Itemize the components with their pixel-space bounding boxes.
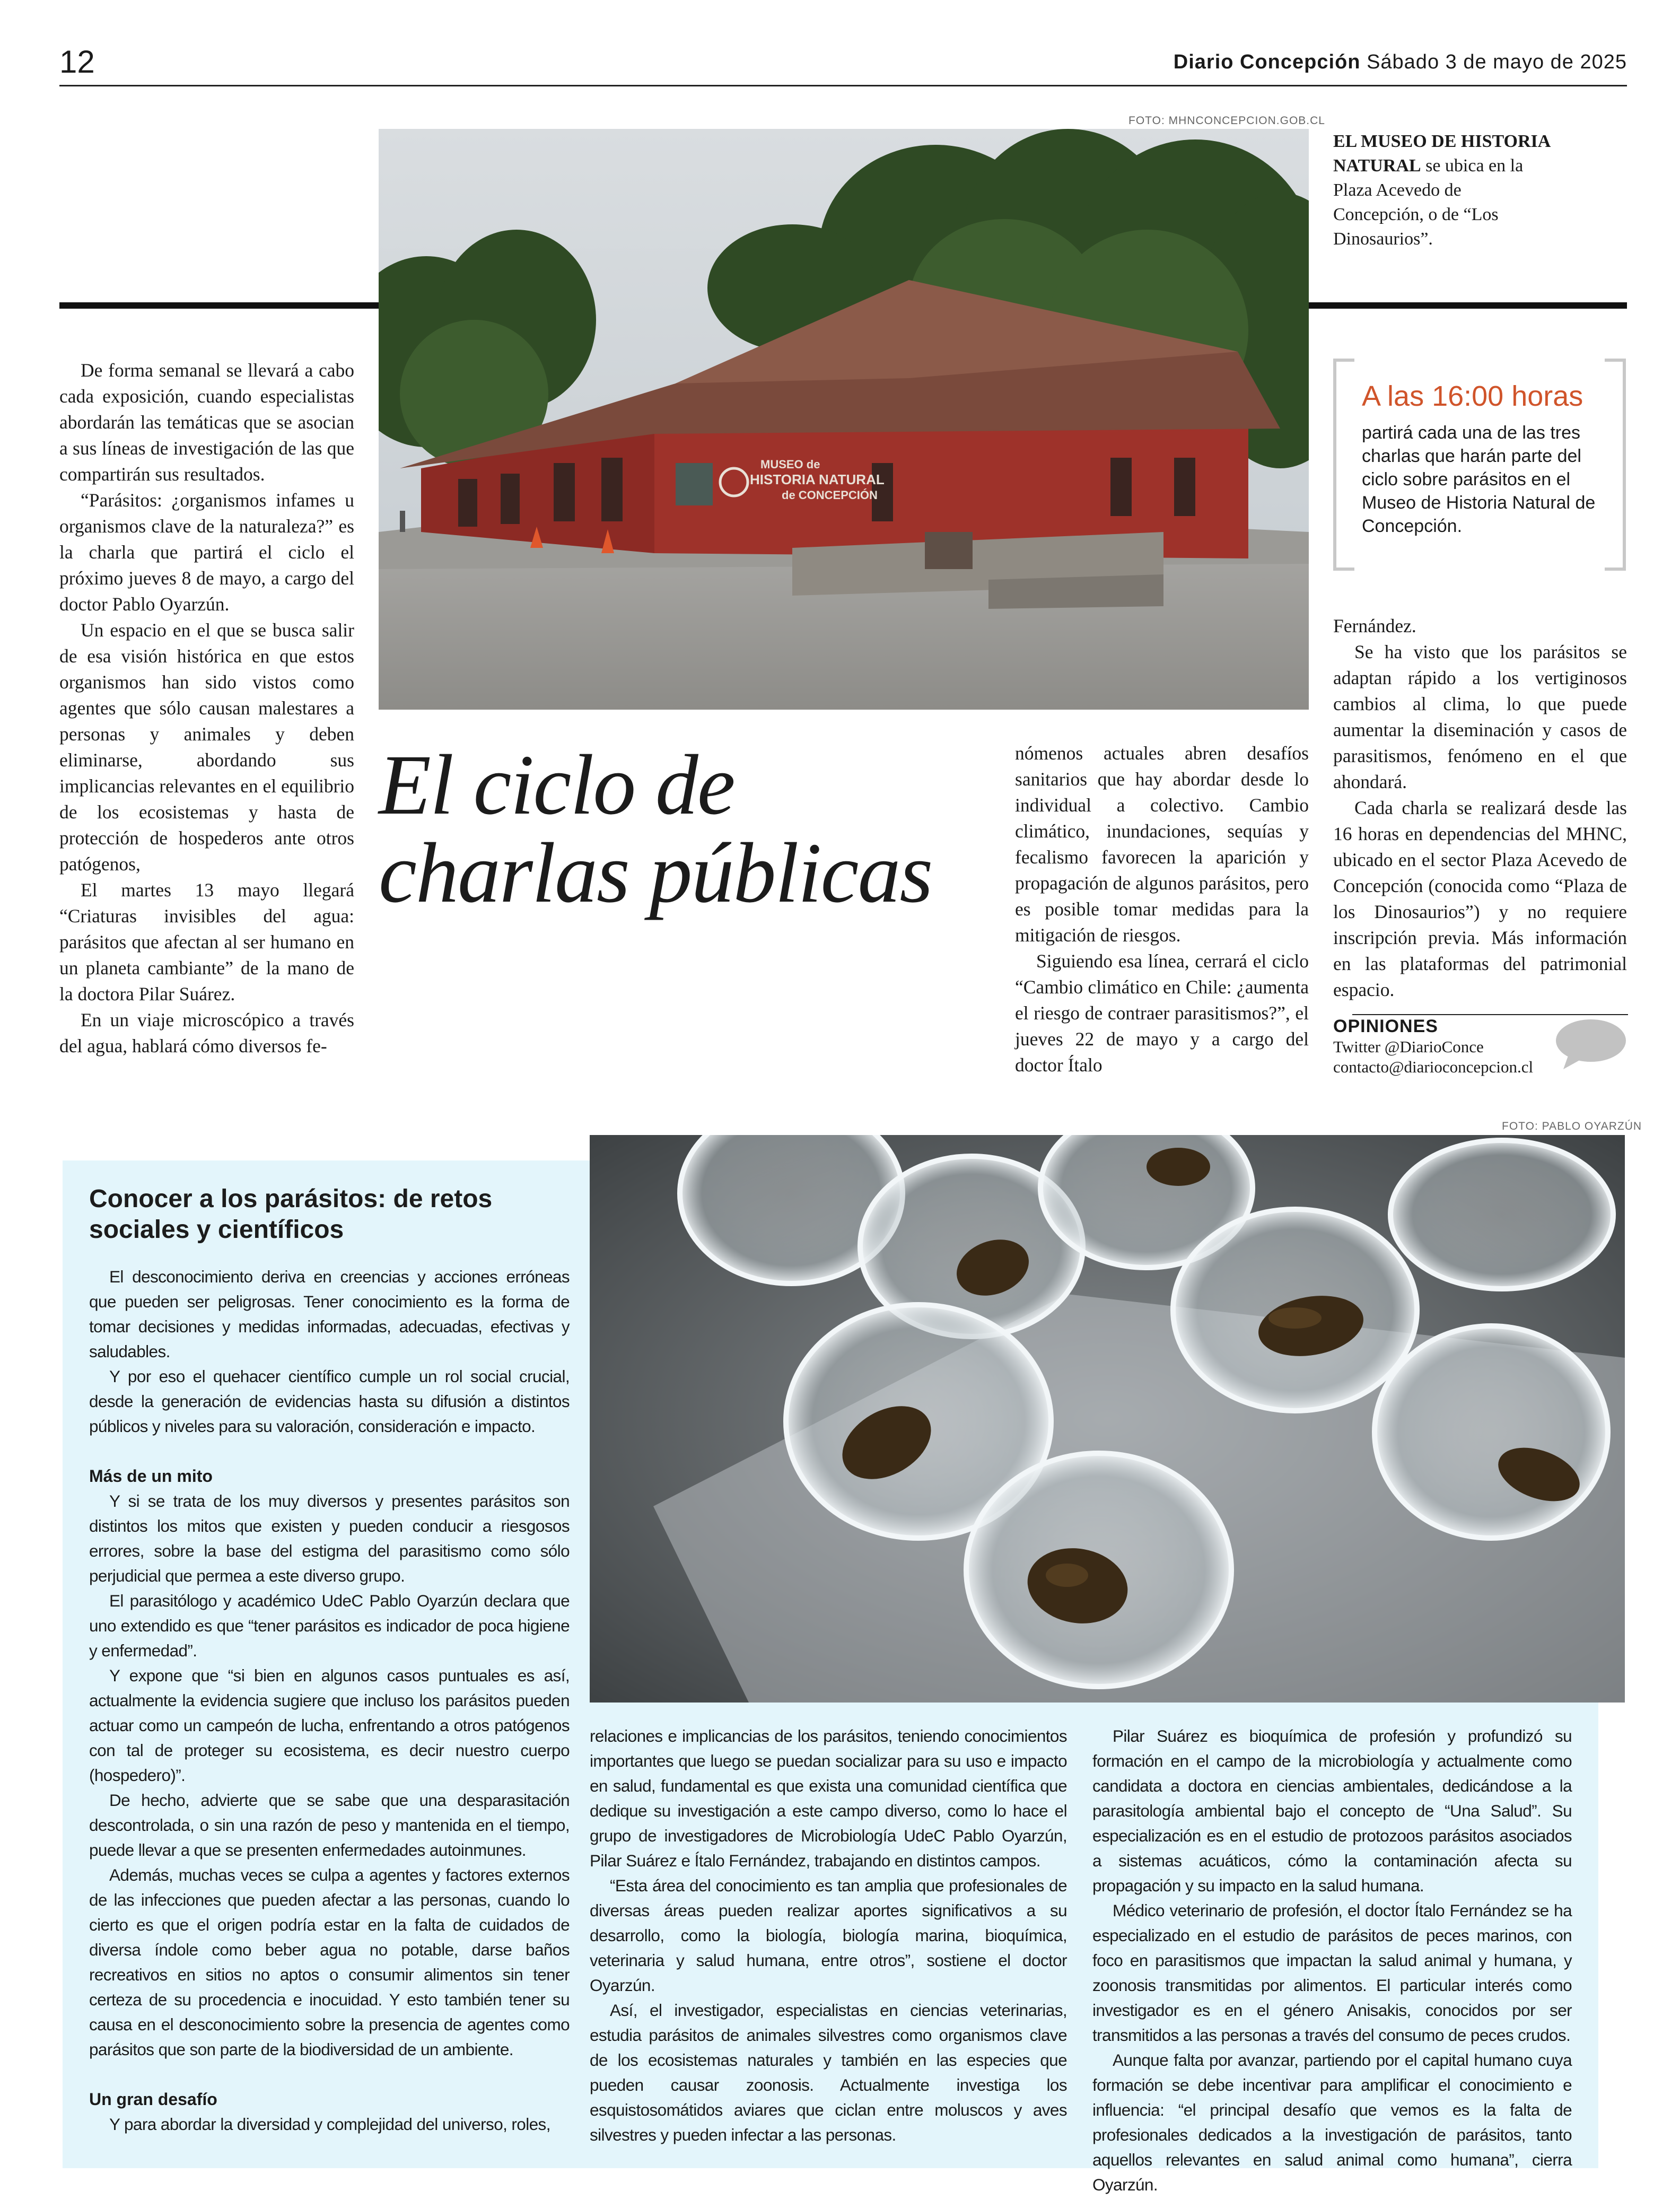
paragraph: De forma semanal se llevará a cabo cada exposición, cuando especialistas abordarán las temáticas que se asocian a sus líneas de investigación de las que compartirán sus resultados.: [59, 360, 354, 485]
header-rule: [59, 85, 1627, 86]
paragraph: Aunque falta por avanzar, partiendo por el capital humano cuya formación se debe incentivar para amplificar el conocimiento e influencia: “el principal desafío que vemos es la falta de profesionales dedicados a la investigación de parásitos, tanto aquellos relevantes en salud animal como humana”, cierra Oyarzún.: [1092, 2050, 1572, 2194]
paragraph: Cada charla se realizará desde las 16 horas en dependencias del MHNC, ubicado en el sector Plaza Acevedo de Concepción (conocida como “Plaza de los Dinosaurios”) y no requiere inscripción previa. Más información en las plataformas del patrimonial espacio.: [1333, 797, 1627, 1000]
box-column-2: [590, 1724, 1067, 2147]
caption-text: se ubica en la Plaza Acevedo de Concepción, o de “Los Dinosaurios”.: [1333, 156, 1524, 249]
museum-photo[interactable]: [379, 129, 1309, 710]
paragraph: En un viaje microscópico a través del agua, hablará cómo diversos fe-: [59, 1009, 354, 1057]
paragraph: relaciones e implicancias de los parásitos, teniendo conocimientos importantes que luego se puedan socializar para su uso e impacto en salud, fundamental es que exista una comunidad científica que dedique su investigación a este campo diverso, como lo hace el grupo de investigadores de Microbiología UdeC Pablo Oyarzún, Pilar Suárez e Ítalo Fernández, trabajando en distintos campos.: [590, 1726, 1067, 1870]
parasites-illustration: [590, 1135, 1625, 1703]
paragraph: Pilar Suárez es bioquímica de profesión y profundizó su formación en el campo de la microbiología y actualmente como candidata a doctora en ciencias ambientales, dedicándose a la parasitología ambiental bajo el concepto de “Una Salud”. Su especialización es en el estudio de protozoos parásitos asociados a sistemas acuáticos, cómo la contaminación afecta su propagación y su impacto en la salud humana.: [1092, 1726, 1572, 1895]
opiniones-block: [1333, 1016, 1533, 1077]
parasites-photo[interactable]: [590, 1135, 1625, 1703]
paragraph: El martes 13 mayo llegará “Criaturas invisibles del agua: parásitos que afectan al ser humano en un planeta cambiante” de la mano de la doctora Pilar Suárez.: [59, 879, 354, 1005]
paragraph: Se ha visto que los parásitos se adaptan rápido a los vertiginosos cambios al clima, lo que puede aumentar la diseminación y casos de parasitismos, fenómeno en el que ahondará.: [1333, 641, 1627, 792]
paragraph: Médico veterinario de profesión, el doctor Ítalo Fernández se ha especializado en el estudio de parásitos de peces marinos, con foco en parasitismos que impactan la salud animal y humana, y zoonosis transmitidas por alimentos. El particular interés como investigador es en el género Anisakis, conocidos por ser transmitidos a las personas a través del consumo de peces crudos.: [1092, 1901, 1572, 2045]
quote-time: A las 16:00 horas: [1362, 380, 1583, 412]
paragraph: El desconocimiento deriva en creencias y acciones erróneas que pueden ser peligrosas. Tener conocimiento es la forma de tomar decisiones y medidas informadas, adecuadas, efectivas y saludables.: [89, 1267, 570, 1361]
paragraph: Y por eso el quehacer científico cumple un rol social crucial, desde la generación de evidencias hasta su difusión a distintos públicos y niveles para su valoración, consideración e impacto.: [89, 1367, 570, 1436]
museum-sign-line2: HISTORIA NATURAL: [750, 472, 885, 487]
issue-date: Sábado 3 de mayo de 2025: [1367, 51, 1627, 73]
quote-bracket-right: [1605, 359, 1626, 571]
headline-line-1: El ciclo de: [379, 738, 734, 833]
article-column-1: [59, 357, 354, 1059]
subheading-desafio: Un gran desafío: [89, 2090, 217, 2109]
box-title: Conocer a los parásitos: de retos sociales y científicos: [89, 1185, 493, 1244]
paragraph: Fernández.: [1333, 615, 1416, 636]
photo2-credit: FOTO: PABLO OYARZÚN: [1502, 1120, 1642, 1132]
page-number: 12: [59, 44, 95, 80]
paragraph: El parasitólogo y académico UdeC Pablo Oyarzún declara que uno extendido es que “tener parásitos es indicador de poca higiene y enfermedad”.: [89, 1591, 570, 1660]
article-column-2: [1015, 740, 1309, 1078]
paragraph: Un espacio en el que se busca salir de esa visión histórica en que estos organismos han sido vistos como agentes que sólo causan malestares a personas y animales y deben eliminarse, abordando sus implicancias relevantes en el equilibrio de los ecosistemas y hasta de protección de hospederos ante otros patógenos,: [59, 619, 354, 875]
caption-bold: EL MUSEO DE HISTORIA NATURAL: [1333, 132, 1550, 176]
paragraph: Y para abordar la diversidad y complejidad del universo, roles,: [109, 2115, 550, 2134]
section-rule-right: [1309, 302, 1627, 309]
pull-quote: [1333, 359, 1626, 571]
section-rule-left: [59, 302, 379, 309]
paragraph: Y expone que “si bien en algunos casos puntuales es así, actualmente la evidencia sugiere que incluso los parásitos pueden actuar como un campeón de lucha, enfrentando a otros patógenos con tal de proteger su ecosistema, es decir nuestro cuerpo (hospedero)”.: [89, 1666, 570, 1785]
paragraph: Además, muchas veces se culpa a agentes y factores externos de las infecciones que pueden afectar a las personas, cuando lo cierto es que el origen podría estar en la falta de cuidados de diversa índole como beber agua no potable, darse baños recreativos en sitios no aptos o consumir alimentos sin tener certeza de su procedencia e inocuidad. Y esto también tener su causa en el desconocimiento sobre la presencia de agentes como parásitos que son parte de la biodiversidad de un ambiente.: [89, 1865, 570, 2059]
paragraph: Y si se trata de los muy diversos y presentes parásitos son distintos los mitos que existen y pueden conducir a riesgosos errores, sobre la base del estigma del parasitismo como sólo perjudicial que permea a este diverso grupo.: [89, 1491, 570, 1585]
paragraph: Siguiendo esa línea, cerrará el ciclo “Cambio climático en Chile: ¿aumenta el riesgo de contraer parasitismos?”, el jueves 22 de mayo y a cargo del doctor Ítalo: [1015, 950, 1309, 1076]
paragraph: Así, el investigador, especialistas en ciencias veterinarias, estudia parásitos de animales silvestres como organismos clave de los ecosistemas naturales y también en las especies que pueden causar zoonosis. Actualmente investiga los esquistosomátidos aviares que ciclan entre moluscos y aves silvestres y pueden infectar a las personas.: [590, 2001, 1067, 2144]
photo1-credit: FOTO: MHNCONCEPCION.GOB.CL: [1128, 115, 1325, 127]
paragraph: “Parásitos: ¿organismos infames u organismos clave de la naturaleza?” es la charla que partirá el ciclo el próximo jueves 8 de mayo, a cargo del doctor Pablo Oyarzún.: [59, 490, 354, 615]
opiniones-rule: [1352, 1014, 1628, 1015]
museum-illustration: [379, 129, 1309, 710]
headline: [379, 738, 1004, 921]
quote-bracket-left: [1333, 359, 1354, 571]
box-column-3: [1092, 1724, 1572, 2197]
masthead: [1174, 51, 1627, 74]
opiniones-email[interactable]: contacto@diarioconcepcion.cl: [1333, 1058, 1534, 1076]
headline-line-2: charlas públicas: [379, 826, 932, 921]
article-column-3: [1333, 613, 1627, 1003]
opiniones-title: OPINIONES: [1333, 1016, 1438, 1036]
paragraph: nómenos actuales abren desafíos sanitarios que hay abordar desde lo individual a colectivo. Cambio climático, inundaciones, sequías y fecalismo favorecen la aparición y propagación de algunos parásitos, pero es posible tomar medidas para la mitigación de riesgos.: [1015, 743, 1309, 946]
quote-text: partirá cada una de las tres charlas que harán parte del ciclo sobre parásitos en el Museo de Historia Natural de Concepción.: [1362, 423, 1596, 536]
opiniones-twitter[interactable]: Twitter @DiarioConce: [1333, 1037, 1484, 1056]
speech-bubble-icon: [1553, 1017, 1627, 1070]
photo-caption: [1333, 129, 1556, 251]
box-column-1: [89, 1264, 570, 2137]
subheading-mito: Más de un mito: [89, 1466, 213, 1486]
paragraph: De hecho, advierte que se sabe que una desparasitación descontrolada, o sin una razón de peso y mantenida en el tiempo, puede llevar a que se presenten enfermedades autoinmunes.: [89, 1791, 570, 1859]
museum-sign-line1: MUSEO de: [760, 458, 820, 471]
paragraph: “Esta área del conocimiento es tan amplia que profesionales de diversas áreas pueden realizar aportes significativos a su desarrollo, como la biología, biología marina, bioquímica, veterinaria y salud humana, entre otros”, sostiene el doctor Oyarzún.: [590, 1876, 1067, 1995]
publication-name[interactable]: Diario Concepción: [1173, 51, 1361, 73]
museum-sign-line3: de CONCEPCIÓN: [782, 488, 878, 502]
